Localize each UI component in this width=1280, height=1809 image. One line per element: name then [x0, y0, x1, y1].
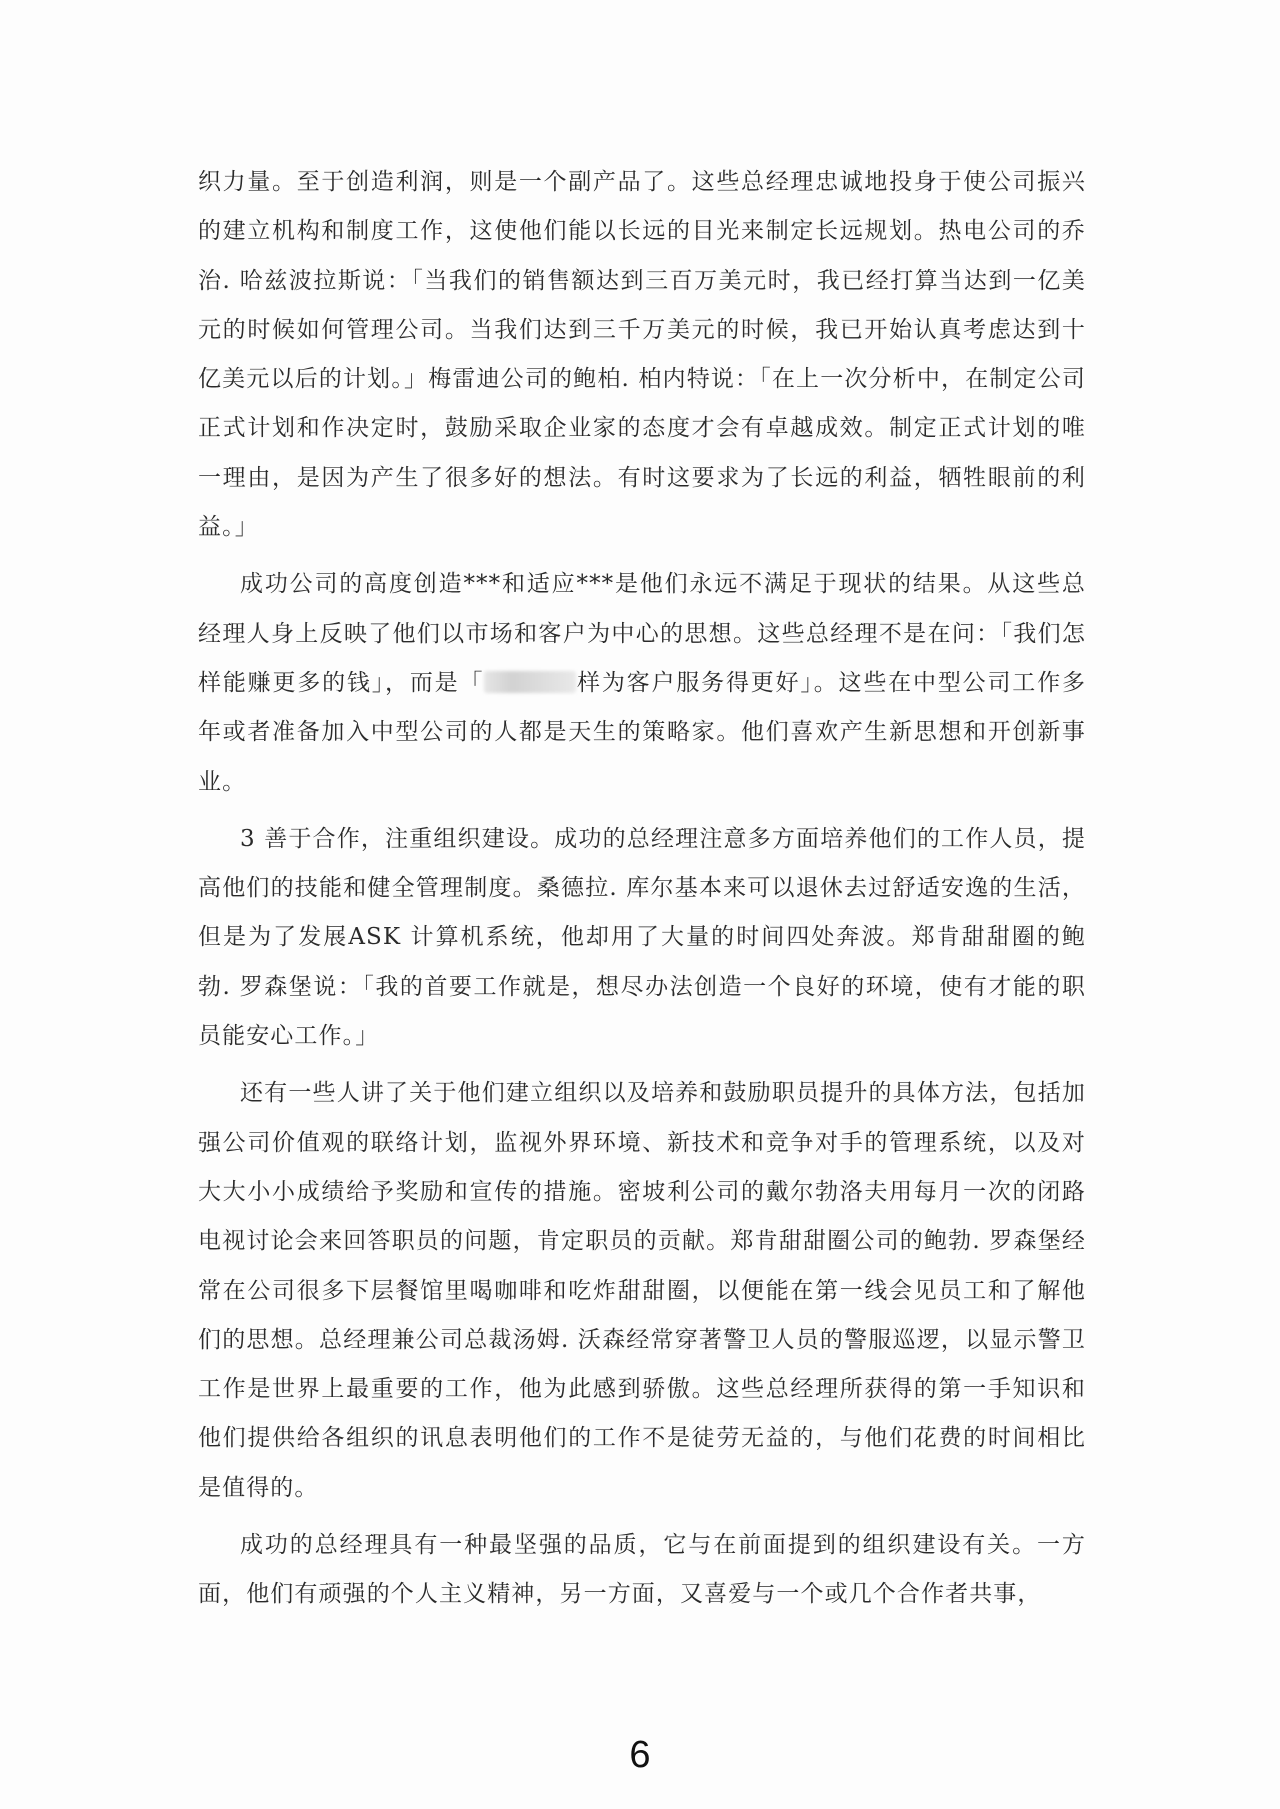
paragraph: 还有一些人讲了关于他们建立组织以及培养和鼓励职员提升的具体方法，包括加强公司价值观的联络计划，监视外界环境、新技术和竞争对手的管理系统，以及对大大小小成绩给予奖励和宣传的措施。密坡利公司的戴尔勃洛夫用每月一次的闭路电视讨论会来回答职员的问题，肯定职员的贡献。郑肯甜甜圈公司的鲍勃. 罗森堡经常在公司很多下层餐馆里喝咖啡和吃炸甜甜圈，以便能在第一线会见员工和了解他们的思想。总经理兼公司总裁汤姆. 沃森经常穿著警卫人员的警服巡逻，以显示警卫工作是世界上最重要的工作，他为此感到骄傲。这些总经理所获得的第一手知识和他们提供给各组织的讯息表明他们的工作不是徒劳无益的，与他们花费的时间相比是值得的。 — [198, 1080, 1086, 1501]
paragraph-text: 样为客户服务得更好」。这些在中型公司工作多年或者准备加入中型公司的人都是天生的策略家。他们喜欢产生新思想和开创新事业。 — [198, 669, 1087, 795]
paragraph: 织力量。至于创造利润，则是一个副产品了。这些总经理忠诚地投身于使公司振兴的建立机构和制度工作，这使他们能以长远的目光来制定长远规划。热电公司的乔治. 哈兹波拉斯说：「当我们的销售额达到三百万美元时，我已经打算当达到一亿美元的时候如何管理公司。当我们达到三千万美元的时候，我已开始认真考虑达到十亿美元以后的计划。」梅雷迪公司的鲍柏. 柏内特说：「在上一次分析中，在制定公司正式计划和作决定时，鼓励采取企业家的态度才会有卓越成效。制定正式计划的唯一理由，是因为产生了很多好的想法。有时这要求为了长远的利益，牺牲眼前的利益。」 — [198, 169, 1086, 541]
paragraph-text: 成功公司的高度创造***和适应***是他们永远不满足于现状的结果。从这些总经理人身上反映了他们以市场和客户为中心的思想。这些总经理不是在问：「我们怎样能赚更多的钱」，而是「 — [198, 571, 1086, 696]
paragraph: 成功的总经理具有一种最坚强的品质，它与在前面提到的组织建设有关。一方面，他们有顽强的个人主义精神，另一方面，又喜爱与一个或几个合作者共事， — [198, 1532, 1086, 1608]
blurred-text-redaction — [484, 671, 576, 693]
paragraph — [198, 560, 1086, 806]
page-number: 6 — [629, 1734, 651, 1776]
body-text — [198, 158, 1086, 1628]
paragraph: 3 善于合作，注重组织建设。成功的总经理注意多方面培养他们的工作人员，提高他们的技能和健全管理制度。桑德拉. 库尔基本来可以退休去过舒适安逸的生活，但是为了发展ASK 计算机系统，他却用了大量的时间四处奔波。郑肯甜甜圈的鲍勃. 罗森堡说：「我的首要工作就是，想尽办法创造一个良好的环境，使有才能的职员能安心工作。」 — [198, 825, 1086, 1050]
